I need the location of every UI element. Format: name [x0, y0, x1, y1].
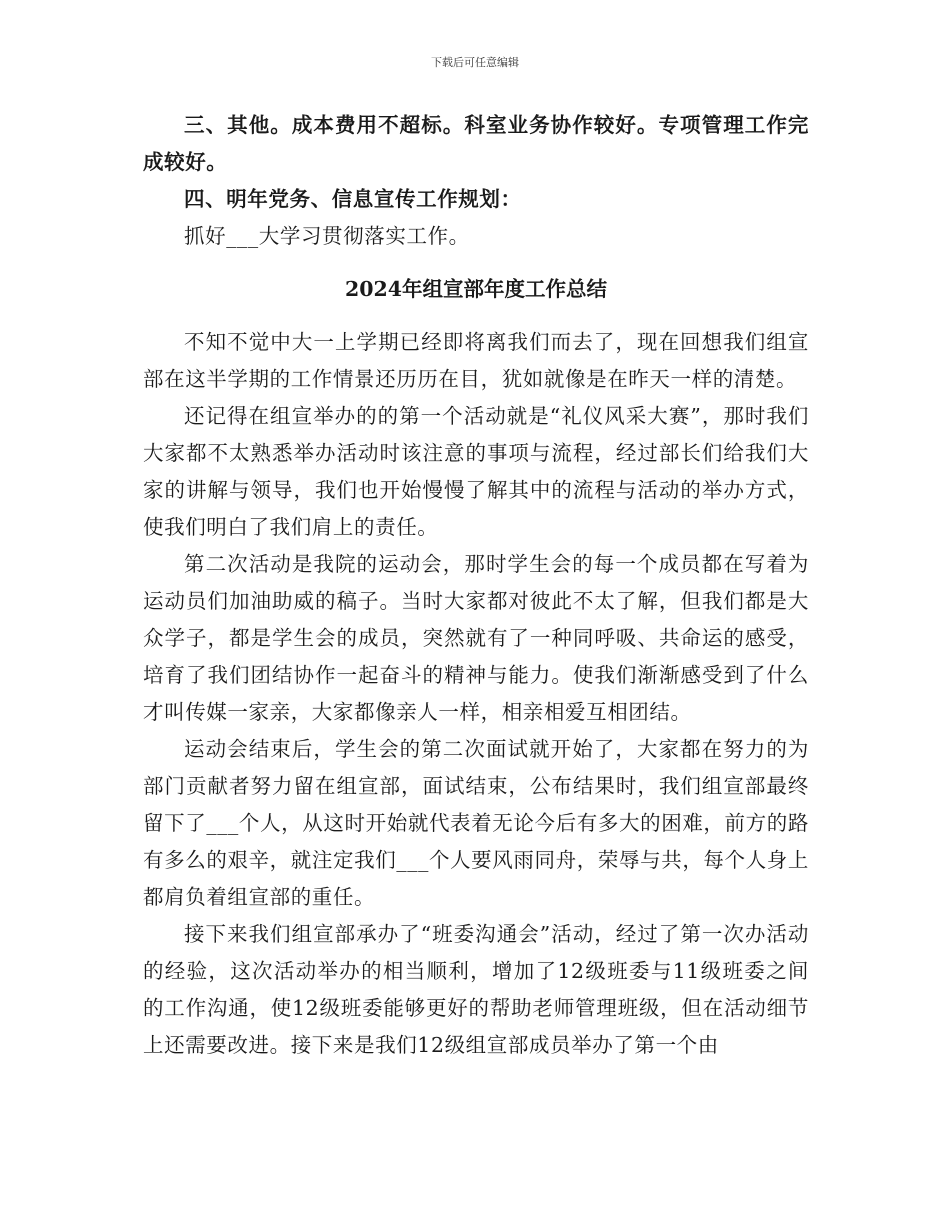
article-paragraph-3: 第二次活动是我院的运动会，那时学生会的每一个成员都在写着为运动员们加油助威的稿子。当时大家都对彼此不太了解，但我们都是大众学子，都是学生会的成员，突然就有了一种同呼吸、共命运的感受，培育了我们团结协作一起奋斗的精神与能力。使我们渐渐感受到了什么才叫传媒一家亲，大家都像亲人一样，相亲相爱互相团结。 [143, 552, 809, 724]
section-item-3: 三、其他。成本费用不超标。科室业务协作较好。专项管理工作完成较好。 [143, 113, 809, 174]
document-body [143, 107, 809, 1064]
article-paragraph-5: 接下来我们组宣部承办了“班委沟通会”活动，经过了第一次办活动的经验，这次活动举办的相当顺利，增加了12级班委与11级班委之间的工作沟通，使12级班委能够更好的帮助老师管理班级，但在活动细节上还需要改进。接下来是我们12级组宣部成员举办了第一个由 [143, 922, 809, 1057]
article-paragraph-1: 不知不觉中大一上学期已经即将离我们而去了，现在回想我们组宣部在这半学期的工作情景还历历在目，犹如就像是在昨天一样的清楚。 [143, 330, 809, 391]
section-item-4-text: 抓好___大学习贯彻落实工作。 [184, 224, 470, 248]
article-title: 2024年组宣部年度工作总结 [344, 277, 608, 301]
article-paragraph-4: 运动会结束后，学生会的第二次面试就开始了，大家都在努力的为部门贡献者努力留在组宣部，面试结束，公布结果时，我们组宣部最终留下了___个人，从这时开始就代表着无论今后有多大的困难，前方的路有多么的艰辛，就注定我们___个人要风雨同舟，荣辱与共，每个人身上都肩负着组宣部的重任。 [143, 737, 809, 909]
article-paragraph-2: 还记得在组宣举办的的第一个活动就是“礼仪风采大赛”，那时我们大家都不太熟悉举办活动时该注意的事项与流程，经过部长们给我们大家的讲解与领导，我们也开始慢慢了解其中的流程与活动的举办方式，使我们明白了我们肩上的责任。 [143, 404, 809, 539]
section-item-4-heading: 四、明年党务、信息宣传工作规划： [184, 187, 522, 211]
page-header-note: 下载后可任意编辑 [431, 56, 519, 69]
